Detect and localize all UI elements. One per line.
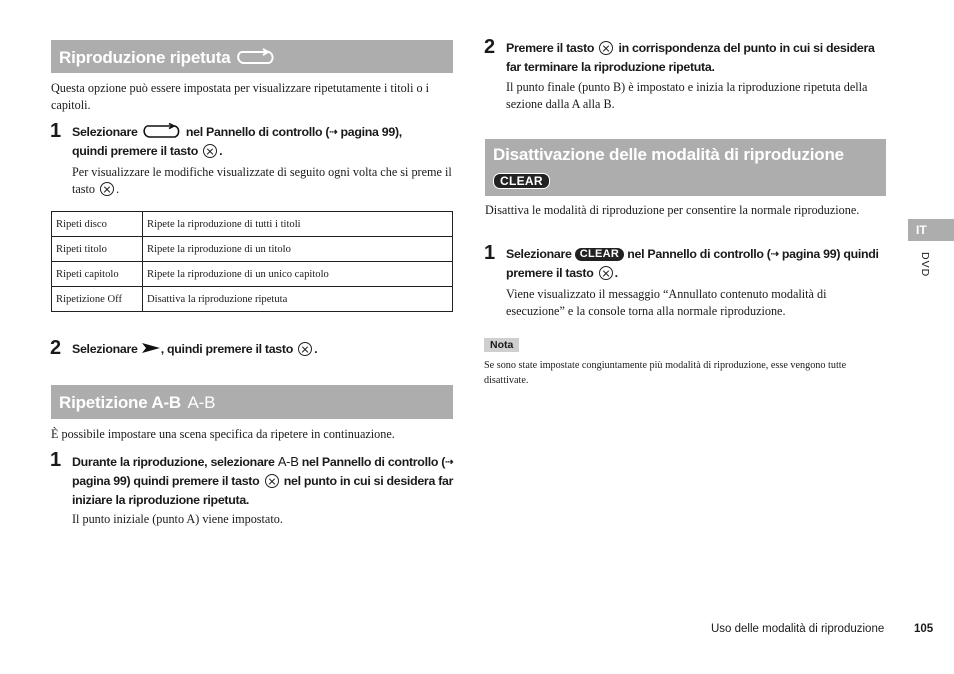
table-row	[52, 237, 453, 262]
cross-button-icon	[100, 182, 114, 196]
step-number: 2	[484, 36, 496, 58]
repeat-step2-text: Selezionare , quindi premere il tasto .	[72, 342, 318, 356]
section-title: Disattivazione delle modalità di riproduzione	[493, 145, 844, 164]
ab-step2-note: Il punto finale (punto B) è impostato e inizia la riproduzione ripetuta della sezione dalla A alla B.	[506, 80, 868, 111]
section-side-label: DVD	[919, 252, 931, 278]
table-cell: Ripete la riproduzione di un titolo	[143, 237, 453, 262]
step-number: 1	[50, 120, 62, 142]
step-number: 2	[50, 337, 62, 359]
page-link-arrow-icon: ⇢	[770, 249, 779, 261]
table-row	[52, 287, 453, 312]
ab-step1-text: Durante la riproduzione, selezionare A-B nel Pannello di controllo (⇢ pagina 99) quindi premere il tasto nel punto in cui si desidera far iniziare la riproduzione ripetuta.	[72, 454, 454, 508]
table-cell: Ripete la riproduzione di un unico capitolo	[143, 262, 453, 287]
table-cell: Ripeti disco	[52, 212, 143, 237]
page-link-arrow-icon: ⇢	[329, 127, 338, 139]
clear-step1-note: Viene visualizzato il messaggio “Annullato contenuto modalità di esecuzione” e la console torna alla normale riproduzione.	[506, 287, 827, 318]
repeat-loop-icon	[235, 48, 277, 66]
section-title: Riproduzione ripetuta	[59, 48, 231, 67]
clear-icon: CLEAR	[493, 173, 550, 189]
table-cell: Ripeti titolo	[52, 237, 143, 262]
repeat-modes-table	[51, 211, 453, 312]
cross-button-icon	[298, 342, 312, 356]
table-cell: Ripetizione Off	[52, 287, 143, 312]
footer-title: Uso delle modalità di riproduzione	[711, 623, 885, 635]
section-title: Ripetizione A-B	[59, 393, 181, 412]
section-banner-ab	[51, 385, 453, 419]
page-number: 105	[914, 623, 934, 635]
table-row	[52, 212, 453, 237]
ab-step2-text: Premere il tasto in corrispondenza del punto in cui si desidera far terminare la riproduzione ripetuta.	[506, 41, 875, 74]
repeat-step1-text: Selezionare nel Pannello di controllo (⇢ pagina 99), quindi premere il tasto .	[72, 125, 402, 159]
table-cell: Ripete la riproduzione di tutti i titoli	[143, 212, 453, 237]
repeat-step1-note: Per visualizzare le modifiche visualizzate di seguito ogni volta che si preme il tasto .	[72, 165, 452, 196]
ab-intro: È possibile impostare una scena specifica da ripetere in continuazione.	[51, 427, 395, 441]
table-cell: Disattiva la riproduzione ripetuta	[143, 287, 453, 312]
cross-button-icon	[599, 41, 613, 55]
ab-repeat-icon: A-B	[187, 393, 216, 412]
cross-button-icon	[599, 266, 613, 280]
clear-step1-text: Selezionare CLEAR nel Pannello di controllo (⇢ pagina 99) quindi premere il tasto .	[506, 247, 879, 281]
step-number: 1	[50, 449, 62, 471]
language-tab: IT	[908, 219, 954, 241]
table-row	[52, 262, 453, 287]
repeat-loop-icon	[141, 123, 183, 139]
play-icon	[141, 342, 161, 354]
section-banner-clear	[485, 139, 886, 196]
cross-button-icon	[265, 474, 279, 488]
page-link-arrow-icon: ⇢	[445, 457, 454, 469]
note-text: Se sono state impostate congiuntamente più modalità di riproduzione, esse vengono tutte disattivate.	[484, 360, 847, 386]
clear-icon: CLEAR	[575, 248, 624, 261]
cross-button-icon	[203, 144, 217, 158]
repeat-intro: Questa opzione può essere impostata per visualizzare ripetutamente i titoli o i capitoli.	[51, 81, 430, 112]
clear-intro: Disattiva le modalità di riproduzione per consentire la normale riproduzione.	[485, 203, 860, 217]
step-number: 1	[484, 242, 496, 264]
note-label: Nota	[484, 338, 519, 352]
section-banner-repeat	[51, 40, 453, 73]
ab-step1-note: Il punto iniziale (punto A) viene impostato.	[72, 512, 283, 526]
table-cell: Ripeti capitolo	[52, 262, 143, 287]
ab-repeat-icon: A-B	[277, 454, 299, 469]
